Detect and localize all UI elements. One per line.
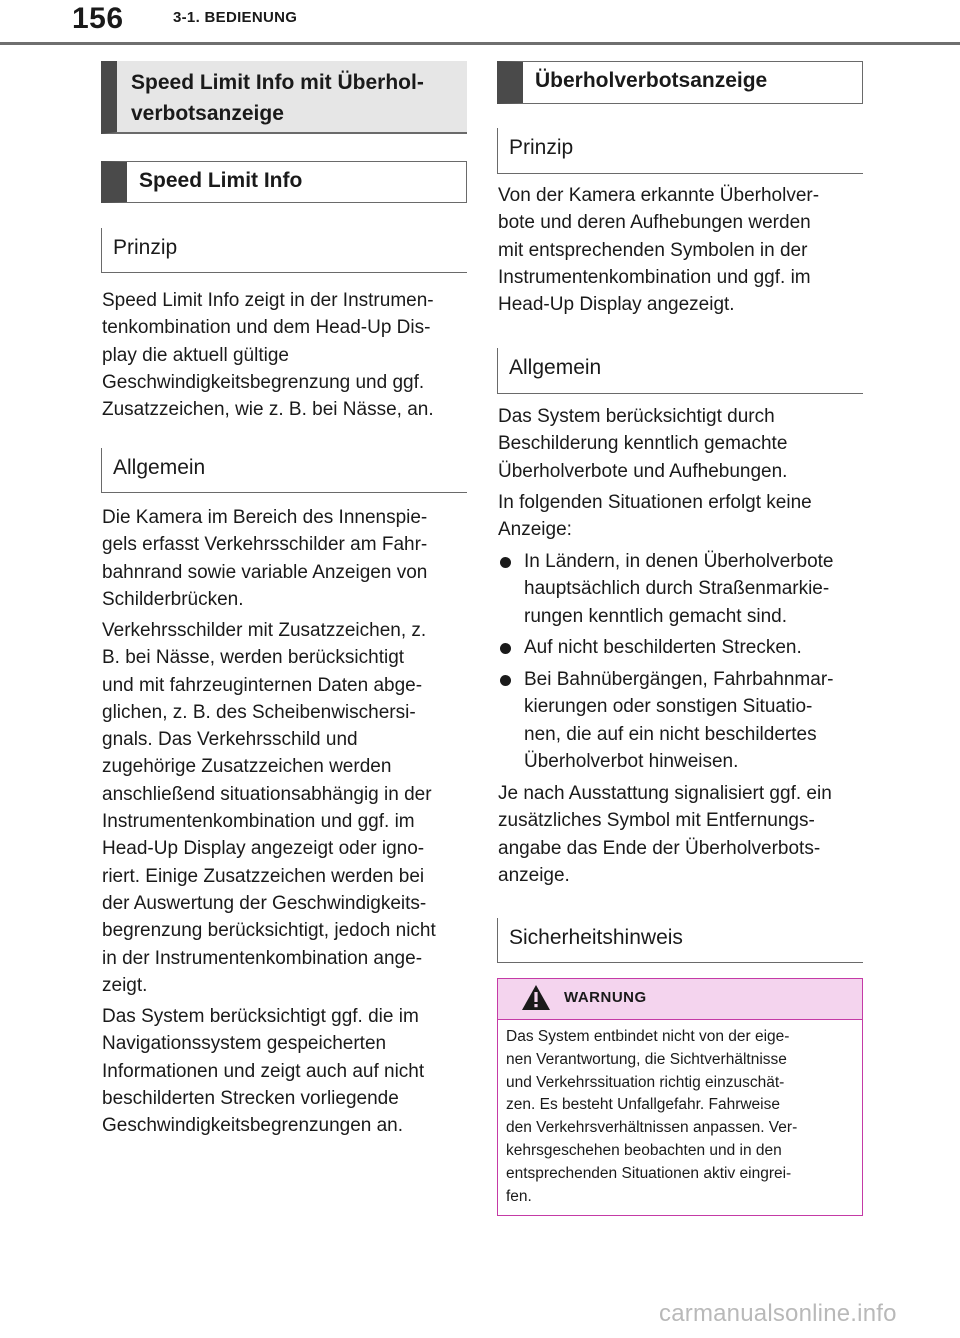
text-line: anschließend situationsabhängig in der	[102, 783, 432, 805]
text-line: bote und deren Aufhebungen werden	[498, 212, 811, 234]
text-line: gels erfasst Verkehrsschilder am Fahr-	[102, 534, 428, 556]
text-line: Je nach Ausstattung signalisiert ggf. ein	[498, 783, 832, 804]
subsection-title-speed-limit-info: Speed Limit Info	[101, 161, 467, 203]
warning-title: WARNUNG	[564, 989, 647, 1006]
text-line: Head-Up Display angezeigt oder igno-	[102, 838, 425, 860]
subsection-title-ueberholverbot: Überholverbotsanzeige	[497, 61, 863, 104]
page-header	[0, 0, 960, 46]
text-line: In folgenden Situationen erfolgt keine	[498, 492, 812, 513]
text-line: und Verkehrssituation richtig einzuschät-	[506, 1073, 785, 1091]
text-line: Beschilderung kenntlich gemachte	[498, 433, 788, 455]
text-line: zen. Es besteht Unfallgefahr. Fahrweise	[506, 1096, 780, 1114]
text-line: Die Kamera im Bereich des Innenspie-	[102, 507, 428, 528]
warning-triangle-icon	[521, 984, 551, 1011]
text-line: kehrsgeschehen beobachten und in den	[506, 1141, 782, 1159]
text-line: Speed Limit Info zeigt in der Instrumen-	[102, 290, 434, 311]
warning-box	[497, 978, 863, 1216]
page-number: 156	[72, 2, 124, 35]
text-line: Von der Kamera erkannte Überholver-	[498, 185, 820, 206]
warning-text	[506, 1026, 856, 1208]
warning-header	[498, 979, 862, 1020]
text-line: Geschwindigkeitsbegrenzungen an.	[102, 1115, 404, 1137]
paragraph-prinzip-right	[498, 182, 864, 318]
text-line: Instrumentenkombination und ggf. im	[498, 266, 811, 288]
paragraph-allgemein-right-2	[498, 489, 864, 544]
paragraph-allgemein-left-1	[102, 504, 468, 613]
text-line: gnals. Das Verkehrsschild und	[102, 729, 358, 751]
text-line: Überholverbote und Aufhebungen.	[498, 460, 788, 482]
text-line: rungen kenntlich gemacht sind.	[524, 605, 787, 627]
heading-allgemein-right: Allgemein	[497, 348, 863, 394]
text-line: in der Instrumentenkombination ange-	[102, 947, 423, 969]
text-line: zusätzliches Symbol mit Entfernungs-	[498, 810, 815, 832]
text-line: Das System entbindet nicht von der eige-	[506, 1028, 790, 1045]
text-line: glichen, z. B. des Scheibenwischersi-	[102, 701, 416, 723]
list-item	[498, 634, 864, 661]
text-line: Verkehrsschilder mit Zusatzzeichen, z.	[102, 620, 427, 641]
bullet-icon	[500, 643, 511, 654]
paragraph-allgemein-left-2	[102, 617, 468, 999]
text-line: fen.	[506, 1187, 532, 1205]
text-line: den Verkehrsverhältnissen anpassen. Ver-	[506, 1119, 798, 1137]
paragraph-prinzip-left	[102, 287, 468, 423]
text-line: Instrumentenkombination und ggf. im	[102, 811, 415, 833]
text-line: In Ländern, in denen Überholverbote	[524, 551, 834, 572]
text-line: zugehörige Zusatzzeichen werden	[102, 756, 392, 778]
header-rule	[0, 42, 960, 45]
paragraph-allgemein-left-3	[102, 1003, 468, 1139]
bullet-icon	[500, 675, 511, 686]
paragraph-allgemein-right-1	[498, 403, 864, 485]
text-line: entsprechenden Situationen aktiv eingrei-	[506, 1164, 792, 1182]
text-line: Anzeige:	[498, 519, 572, 541]
text-line: der Auswertung der Geschwindigkeits-	[102, 892, 427, 914]
text-line: Geschwindigkeitsbegrenzung und ggf.	[102, 371, 425, 393]
text-line: riert. Einige Zusatzzeichen werden bei	[102, 865, 425, 887]
text-line: play die aktuell gültige	[102, 344, 289, 366]
text-line: begrenzung berücksichtigt, jedoch nicht	[102, 920, 436, 942]
text-line: angabe das Ende der Überholverbots-	[498, 837, 821, 859]
text-line: nen Verantwortung, die Sichtverhältnisse	[506, 1050, 787, 1068]
text-line: Das System berücksichtigt ggf. die im	[102, 1006, 419, 1027]
text-line: anzeige.	[498, 864, 570, 886]
bullet-icon	[500, 557, 511, 568]
text-line: B. bei Nässe, werden berücksichtigt	[102, 647, 405, 669]
heading-prinzip-left: Prinzip	[101, 228, 467, 273]
text-line: tenkombination und dem Head-Up Dis-	[102, 317, 431, 339]
text-line: Informationen und zeigt auch auf nicht	[102, 1060, 425, 1082]
text-line: Bei Bahnübergängen, Fahrbahnmar-	[524, 669, 834, 690]
section-title-line-1: Speed Limit Info mit Überhol-	[131, 71, 424, 94]
text-line: Navigationssystem gespeicherten	[102, 1033, 387, 1055]
watermark: carmanualsonline.info	[659, 1300, 897, 1327]
heading-sicherheitshinweis: Sicherheitshinweis	[497, 918, 863, 963]
paragraph-allgemein-right-3	[498, 780, 864, 889]
text-line: kierungen oder sonstigen Situatio-	[524, 696, 813, 718]
text-line: beschilderten Strecken vorliegende	[102, 1087, 399, 1109]
text-line: mit entsprechenden Symbolen in der	[498, 239, 808, 261]
text-line: Head-Up Display angezeigt.	[498, 294, 735, 316]
text-line: bahnrand sowie variable Anzeigen von	[102, 561, 428, 583]
list-item	[498, 548, 864, 630]
heading-prinzip-right: Prinzip	[497, 128, 863, 174]
text-line: zeigt.	[102, 974, 148, 996]
text-line: hauptsächlich durch Straßenmarkie-	[524, 578, 830, 600]
text-line: Das System berücksichtigt durch	[498, 406, 775, 427]
chapter-title: 3-1. BEDIENUNG	[173, 9, 298, 26]
text-line: Zusatzzeichen, wie z. B. bei Nässe, an.	[102, 399, 434, 421]
text-line: Schilderbrücken.	[102, 588, 244, 610]
text-line: Auf nicht beschilderten Strecken.	[524, 637, 802, 658]
text-line: nen, die auf ein nicht beschildertes	[524, 723, 817, 745]
section-title-line-2: verbotsanzeige	[131, 102, 284, 125]
list-item	[498, 666, 864, 775]
section-title-speed-limit-info	[101, 61, 467, 134]
heading-allgemein-left: Allgemein	[101, 448, 467, 493]
text-line: Überholverbot hinweisen.	[524, 750, 739, 772]
text-line: und mit fahrzeuginternen Daten abge-	[102, 674, 423, 696]
